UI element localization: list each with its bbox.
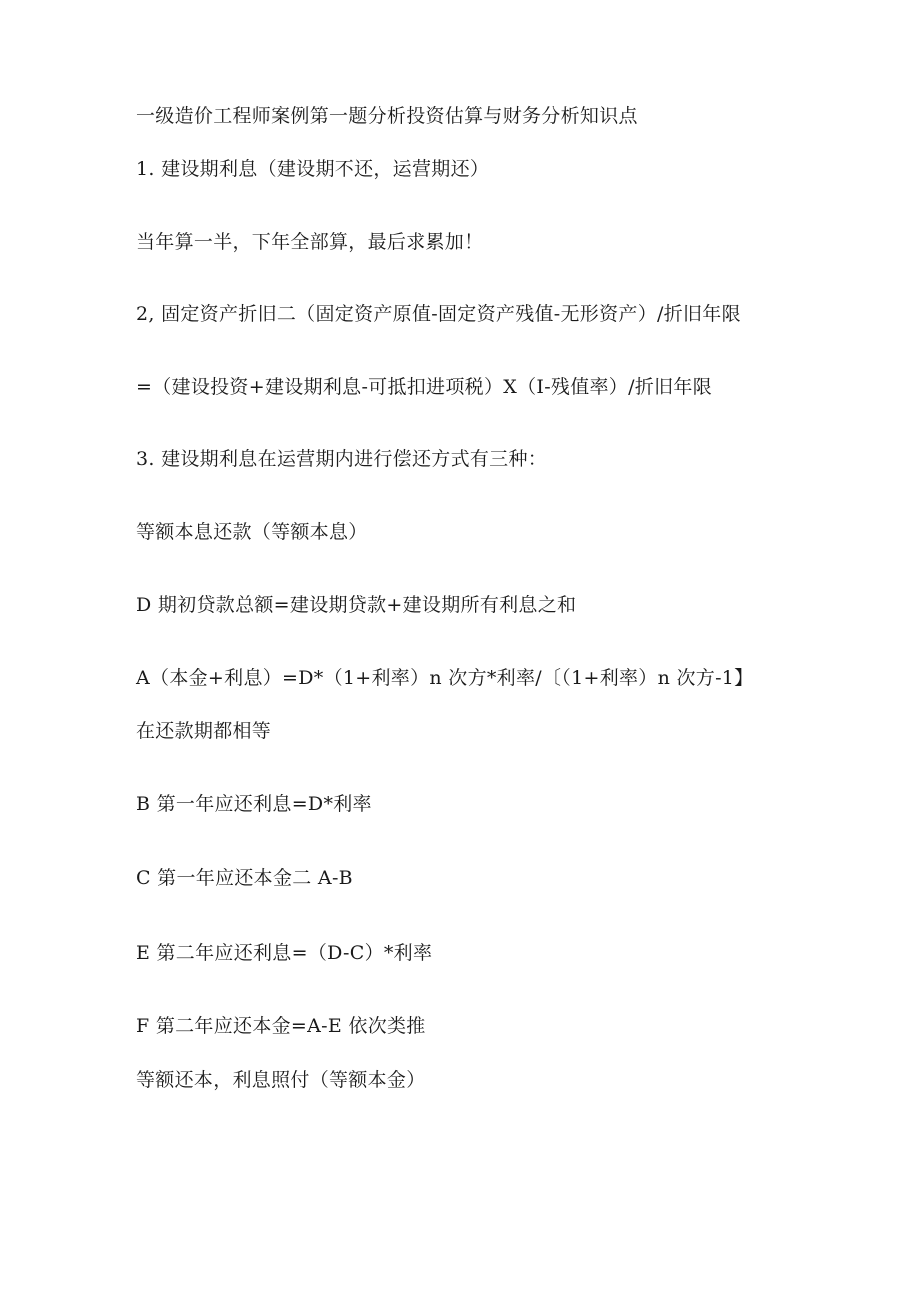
text-line: 等额本息还款（等额本息） (136, 521, 368, 543)
text-line: E 第二年应还利息=（D-C）*利率 (136, 942, 433, 964)
text-line: B 第一年应还利息=D*利率 (136, 793, 372, 815)
text-line: A（本金+利息）=D*（1+利率）n 次方*利率/〔（1+利率）n 次方-1】 (136, 667, 754, 689)
text-line: 等额还本，利息照付（等额本金） (136, 1069, 426, 1091)
text-line: C 第一年应还本金二 A-B (136, 867, 353, 889)
text-line: =（建设投资+建设期利息-可抵扣进项税）X（I-残值率）/折旧年限 (136, 376, 713, 398)
text-line: 当年算一半，下年全部算，最后求累加！ (136, 231, 484, 253)
text-line: 3. 建设期利息在运营期内进行偿还方式有三种： (136, 448, 548, 470)
text-line: 2, 固定资产折旧二（固定资产原值-固定资产残值-无形资产）/折旧年限 (136, 303, 741, 325)
text-line: 在还款期都相等 (136, 720, 272, 742)
text-line: D 期初贷款总额=建设期贷款+建设期所有利息之和 (136, 594, 577, 616)
document-title: 一级造价工程师案例第一题分析投资估算与财务分析知识点 (136, 105, 638, 127)
text-line: F 第二年应还本金=A-E 依次类推 (136, 1015, 426, 1037)
text-line: 1. 建设期利息（建设期不还，运营期还） (136, 158, 490, 180)
